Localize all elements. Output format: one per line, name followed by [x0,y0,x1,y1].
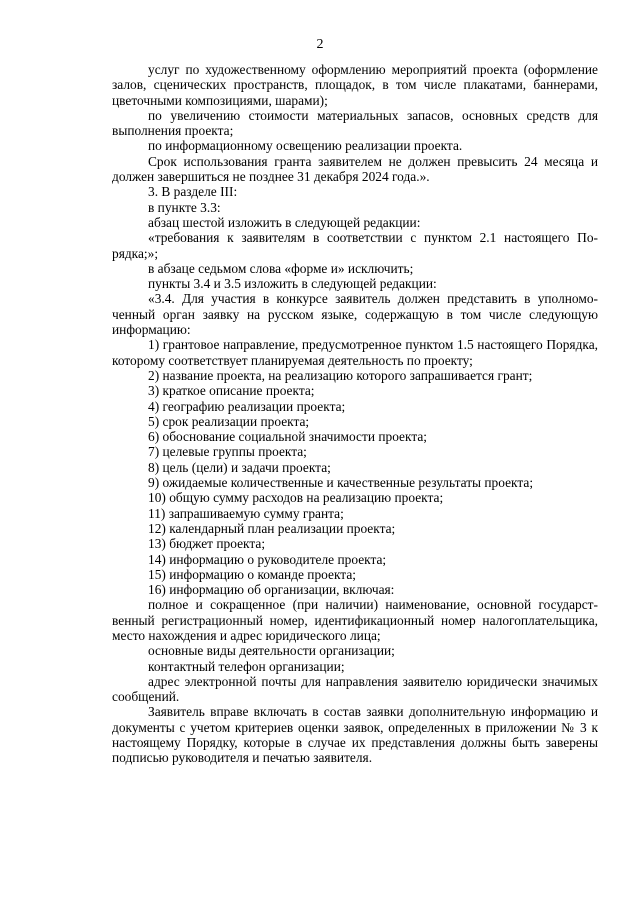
paragraph: в абзаце седьмом слова «форме и» исключить; [148,260,414,276]
list-item: 6) обоснование социальной значимости проекта; [148,429,427,445]
list-item: 16) информацию об организации, включая: [148,582,395,598]
list-item: 11) запрашиваемую сумму гранта; [148,505,344,521]
paragraph: адрес электронной почты для направления заявителю юридически значимых сообщений. [112,673,598,705]
paragraph: контактный телефон организации; [148,658,345,674]
paragraph: Срок использования гранта заявителем не должен превысить 24 месяца и должен завершиться не позднее 31 декабря 2024 года.». [112,153,598,185]
list-item: 15) информацию о команде проекта; [148,566,356,582]
list-item: 14) информацию о руководителе проекта; [148,551,387,567]
paragraph: услуг по художественному оформлению мероприятий проекта (оформление залов, сценических пространств, площадок, в том числе плакатами, баннерами, цветочными композициями, шарами); [112,62,598,108]
paragraph: по увеличению стоимости материальных запасов, основных средств для выполнения проекта; [112,107,598,139]
paragraph: в пункте 3.3: [148,199,221,215]
paragraph: полное и сокращенное (при наличии) наименование, основной государственный регистрационный номер, идентификационный номер налогоплательщика, место нахождения и адрес юридического лица; [112,597,598,643]
list-item: 10) общую сумму расходов на реализацию проекта; [148,490,444,506]
list-item: 1) грантовое направление, предусмотренное пунктом 1.5 настоящего Порядка, которому соответствует планируемая деятельность по проекту; [112,337,598,368]
paragraph: по информационному освещению реализации проекта. [148,138,463,154]
list-item: 3) краткое описание проекта; [148,383,315,399]
list-item: 2) название проекта, на реализацию которого запрашивается грант; [148,367,533,383]
list-item: 5) срок реализации проекта; [148,413,310,429]
list-item: 7) целевые группы проекта; [148,444,307,460]
paragraph: абзац шестой изложить в следующей редакции: [148,214,421,230]
paragraph: 3. В разделе III: [148,184,238,200]
list-item: 8) цель (цели) и задачи проекта; [148,459,331,475]
paragraph: «3.4. Для участия в конкурсе заявитель должен представить в уполномоченный орган заявку на русском языке, содержащую в том числе следующую информацию: [112,291,598,338]
list-item: 9) ожидаемые количественные и качественные результаты проекта; [148,475,534,491]
list-item: 12) календарный план реализации проекта; [148,520,396,536]
list-item: 4) географию реализации проекта; [148,398,346,414]
paragraph: Заявитель вправе включать в состав заявки дополнительную информацию и документы с учетом критериев оценки заявок, определенных в приложении № 3 к настоящему Порядку, которые в случае их представления должны быть заверены подписью руководителя и печатью заявителя. [112,704,598,766]
document-body [112,62,598,766]
paragraph: пункты 3.4 и 3.5 изложить в следующей редакции: [148,276,437,292]
paragraph: «требования к заявителям в соответствии с пунктом 2.1 настоящего Порядка;»; [112,230,598,261]
list-item: 13) бюджет проекта; [148,536,266,552]
page-number: 2 [316,37,324,52]
paragraph: основные виды деятельности организации; [148,643,395,659]
